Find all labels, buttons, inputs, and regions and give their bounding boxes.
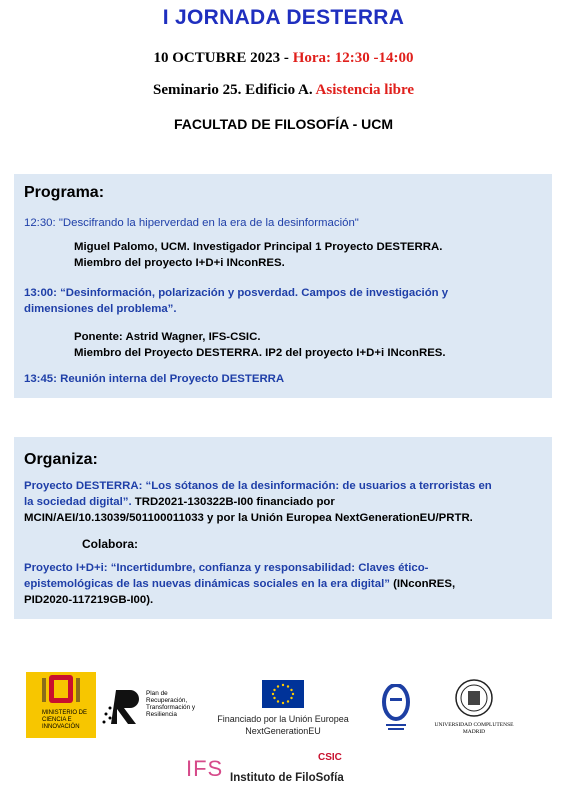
event-title: I JORNADA DESTERRA xyxy=(162,6,405,29)
ucm-logo xyxy=(434,678,514,742)
programa-panel xyxy=(14,174,552,398)
inconres-code: PID2020-117219GB-I00). xyxy=(24,594,154,606)
item2-speaker: Ponente: Astrid Wagner, IFS-CSIC. xyxy=(74,331,261,343)
item3-title: 13:45: Reunión interna del Proyecto DESTERRA xyxy=(24,373,285,385)
item1-speaker: Miguel Palomo, UCM. Investigador Principal 1 Proyecto DESTERRA. xyxy=(74,241,443,253)
item2-title: 13:00: “Desinformación, polarización y posverdad. Campos de investigación y xyxy=(24,287,449,299)
prtr-label: Plan de Recuperación, Transformación y Resiliencia xyxy=(146,690,196,718)
instituto-label: Instituto de FiloSofía xyxy=(230,772,344,784)
desterra-emblem-logo xyxy=(380,684,412,734)
item2-speaker-role: Miembro del Proyecto DESTERRA. IP2 del proyecto I+D+i INconRES. xyxy=(74,347,446,359)
spain-crest-icon xyxy=(26,672,96,706)
organiza-heading: Organiza: xyxy=(24,451,98,468)
ucm-seal-icon xyxy=(454,678,494,718)
eu-logo xyxy=(208,680,358,740)
prtr-logo xyxy=(100,684,200,728)
venue-line xyxy=(0,82,567,99)
inconres-line1: Proyecto I+D+i: “Incertidumbre, confianza y responsabilidad: Claves ético- xyxy=(24,562,429,574)
event-date: 10 OCTUBRE 2023 - xyxy=(153,50,289,66)
colabora-heading: Colabora: xyxy=(82,537,139,551)
item1-title: 12:30: "Descifrando la hiperverdad en la era de la desinformación" xyxy=(24,217,359,229)
e-emblem-icon xyxy=(380,684,412,734)
eu-funding-line2: NextGenerationEU xyxy=(245,726,321,736)
ifs-mark: IFS xyxy=(186,756,224,781)
csic-mark: CSIC xyxy=(318,752,342,763)
faculty-line: FACULTAD DE FILOSOFÍA - UCM xyxy=(173,116,394,132)
eu-funding-line1: Financiado por la Unión Europea xyxy=(217,714,349,724)
desterra-title-cont: la sociedad digital”. xyxy=(24,496,132,508)
desterra-title: Proyecto DESTERRA: “Los sótanos de la desinformación: de usuarios a terroristas en xyxy=(24,480,492,492)
attendance-note: Asistencia libre xyxy=(315,82,414,98)
event-venue: Seminario 25. Edificio A. xyxy=(153,82,313,98)
item2-title-cont: dimensiones del problema”. xyxy=(24,303,177,315)
organiza-panel xyxy=(14,437,552,619)
desterra-funding-line: MCIN/AEI/10.13039/501100011033 y por la Unión Europea NextGenerationEU/PRTR. xyxy=(24,512,473,524)
ministerio-logo xyxy=(26,672,96,738)
inconres-acronym: (INconRES, xyxy=(389,578,456,590)
desterra-line2 xyxy=(24,495,335,510)
date-line xyxy=(0,50,567,67)
event-time: Hora: 12:30 -14:00 xyxy=(292,50,414,66)
inconres-line2 xyxy=(24,577,455,592)
desterra-line1 xyxy=(24,479,492,494)
programa-heading: Programa: xyxy=(24,184,105,201)
ifs-csic-logo xyxy=(182,748,362,792)
inconres-title-cont: epistemológicas de las nuevas dinámicas sociales en la era digital” xyxy=(24,578,390,590)
eu-flag-icon xyxy=(262,680,304,708)
ucm-label: UNIVERSIDAD COMPLUTENSE MADRID xyxy=(434,722,514,735)
prtr-r-icon xyxy=(100,684,144,728)
desterra-funding: TRD2021-130322B-I00 financiado por xyxy=(131,496,335,508)
ministerio-label: MINISTERIO DE CIENCIA E INNOVACIÓN xyxy=(42,710,88,730)
item1-speaker-role: Miembro del proyecto I+D+i INconRES. xyxy=(74,257,285,269)
